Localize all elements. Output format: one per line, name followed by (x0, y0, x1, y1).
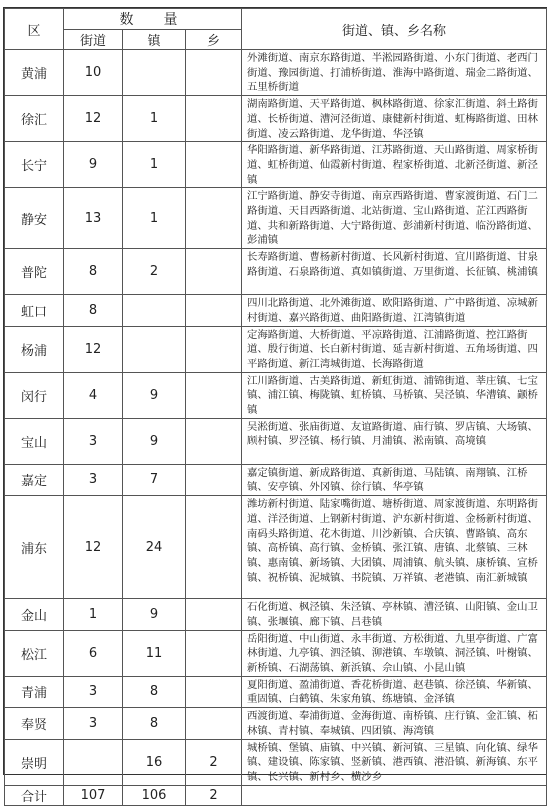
names-cell: 长寿路街道、曹杨新村街道、长风新村街道、宜川路街道、甘泉路街道、石泉路街道、真如镇街道、万里街道、长征镇、桃浦镇 (242, 249, 547, 295)
table-row (5, 708, 547, 739)
names-cell: 江川路街道、古美路街道、新虹街道、浦锦街道、莘庄镇、七宝镇、浦江镇、梅陇镇、虹桥镇、马桥镇、吴泾镇、华漕镇、颛桥镇 (242, 372, 547, 418)
town-count: 11 (123, 630, 186, 676)
district-cell: 松江 (5, 630, 64, 676)
township-count (186, 96, 242, 142)
town-count (123, 295, 186, 326)
header-quantity: 数 量 (64, 9, 242, 30)
street-count: 12 (64, 326, 123, 372)
township-count (186, 630, 242, 676)
street-count: 12 (64, 496, 123, 599)
table-row (5, 418, 547, 464)
town-count: 1 (123, 96, 186, 142)
township-count (186, 676, 242, 707)
table-row (5, 630, 547, 676)
district-cell: 徐汇 (5, 96, 64, 142)
street-count: 13 (64, 188, 123, 249)
township-count (186, 599, 242, 630)
township-count (186, 418, 242, 464)
district-cell: 奉贤 (5, 708, 64, 739)
town-count: 9 (123, 418, 186, 464)
township-count: 2 (186, 739, 242, 785)
table-row (5, 739, 547, 785)
names-cell: 西渡街道、奉浦街道、金海街道、南桥镇、庄行镇、金汇镇、柘林镇、青村镇、奉城镇、四团镇、海湾镇 (242, 708, 547, 739)
names-cell: 夏阳街道、盈浦街道、香花桥街道、赵巷镇、徐泾镇、华新镇、重固镇、白鹤镇、朱家角镇、练塘镇、金泽镇 (242, 676, 547, 707)
header-street: 街道 (64, 30, 123, 50)
names-cell: 石化街道、枫泾镇、朱泾镇、亭林镇、漕泾镇、山阳镇、金山卫镇、张堰镇、廊下镇、吕巷镇 (242, 599, 547, 630)
total-row (5, 785, 547, 805)
table-row (5, 496, 547, 599)
township-count (186, 326, 242, 372)
street-count: 6 (64, 630, 123, 676)
district-cell: 嘉定 (5, 464, 64, 495)
district-cell: 杨浦 (5, 326, 64, 372)
street-count: 8 (64, 249, 123, 295)
street-count: 8 (64, 295, 123, 326)
district-cell: 青浦 (5, 676, 64, 707)
town-count: 8 (123, 676, 186, 707)
district-cell: 长宁 (5, 142, 64, 188)
total-township: 2 (186, 785, 242, 805)
header-town: 镇 (123, 30, 186, 50)
street-count: 12 (64, 96, 123, 142)
district-cell: 虹口 (5, 295, 64, 326)
township-count (186, 496, 242, 599)
street-count: 3 (64, 676, 123, 707)
township-count (186, 708, 242, 739)
district-cell: 崇明 (5, 739, 64, 785)
district-cell: 浦东 (5, 496, 64, 599)
town-count: 1 (123, 142, 186, 188)
names-cell: 外滩街道、南京东路街道、半淞园路街道、小东门街道、老西门街道、豫园街道、打浦桥街道、淮海中路街道、瑞金二路街道、五里桥街道 (242, 50, 547, 96)
total-town: 106 (123, 785, 186, 805)
table-row (5, 295, 547, 326)
street-count: 3 (64, 418, 123, 464)
street-count (64, 739, 123, 785)
street-count: 9 (64, 142, 123, 188)
town-count (123, 326, 186, 372)
names-cell: 湖南路街道、天平路街道、枫林路街道、徐家汇街道、斜土路街道、长桥街道、漕河泾街道、康健新村街道、虹梅路街道、田林街道、凌云路街道、龙华街道、华泾镇 (242, 96, 547, 142)
street-count: 4 (64, 372, 123, 418)
header-district: 区 (5, 9, 64, 50)
street-count: 1 (64, 599, 123, 630)
town-count: 1 (123, 188, 186, 249)
town-count: 9 (123, 372, 186, 418)
township-count (186, 372, 242, 418)
names-cell: 四川北路街道、北外滩街道、欧阳路街道、广中路街道、凉城新村街道、嘉兴路街道、曲阳路街道、江湾镇街道 (242, 295, 547, 326)
district-cell: 普陀 (5, 249, 64, 295)
township-count (186, 188, 242, 249)
township-count (186, 464, 242, 495)
table-row (5, 372, 547, 418)
district-cell: 金山 (5, 599, 64, 630)
table-row (5, 599, 547, 630)
town-count: 24 (123, 496, 186, 599)
table-row (5, 326, 547, 372)
street-count: 3 (64, 708, 123, 739)
names-cell: 岳阳街道、中山街道、永丰街道、方松街道、九里亭街道、广富林街道、九亭镇、泗泾镇、泖港镇、车墩镇、洞泾镇、叶榭镇、新桥镇、石湖荡镇、新浜镇、佘山镇、小昆山镇 (242, 630, 547, 676)
town-count: 2 (123, 249, 186, 295)
names-cell: 定海路街道、大桥街道、平凉路街道、江浦路街道、控江路街道、殷行街道、长白新村街道、延吉新村街道、五角场街道、四平路街道、新江湾城街道、长海路街道 (242, 326, 547, 372)
township-count (186, 142, 242, 188)
table-row (5, 96, 547, 142)
names-cell: 城桥镇、堡镇、庙镇、中兴镇、新河镇、三星镇、向化镇、绿华镇、建设镇、陈家镇、竖新镇、港西镇、港沿镇、新海镇、东平镇、长兴镇、新村乡、横沙乡 (242, 739, 547, 785)
names-cell: 华阳路街道、新华路街道、江苏路街道、天山路街道、周家桥街道、虹桥街道、仙霞新村街道、程家桥街道、北新泾街道、新泾镇 (242, 142, 547, 188)
township-count (186, 50, 242, 96)
table-row (5, 188, 547, 249)
township-count (186, 249, 242, 295)
table-row (5, 676, 547, 707)
town-count (123, 50, 186, 96)
township-count (186, 295, 242, 326)
street-count: 3 (64, 464, 123, 495)
table-row (5, 142, 547, 188)
town-count: 7 (123, 464, 186, 495)
names-cell: 江宁路街道、静安寺街道、南京西路街道、曹家渡街道、石门二路街道、天目西路街道、北站街道、宝山路街道、芷江西路街道、共和新路街道、大宁路街道、彭浦新村街道、临汾路街道、彭浦镇 (242, 188, 547, 249)
district-table-document (3, 7, 547, 805)
districts-table (4, 8, 547, 806)
total-label: 合计 (5, 785, 64, 805)
district-cell: 黄浦 (5, 50, 64, 96)
names-cell: 嘉定镇街道、新成路街道、真新街道、马陆镇、南翔镇、江桥镇、安亭镇、外冈镇、徐行镇、华亭镇 (242, 464, 547, 495)
town-count: 9 (123, 599, 186, 630)
table-row (5, 249, 547, 295)
town-count: 8 (123, 708, 186, 739)
district-cell: 闵行 (5, 372, 64, 418)
table-row (5, 50, 547, 96)
district-cell: 宝山 (5, 418, 64, 464)
total-names (242, 785, 547, 805)
header-names: 街道、镇、乡名称 (242, 9, 547, 50)
names-cell: 吴淞街道、张庙街道、友谊路街道、庙行镇、罗店镇、大场镇、顾村镇、罗泾镇、杨行镇、月浦镇、淞南镇、高境镇 (242, 418, 547, 464)
total-street: 107 (64, 785, 123, 805)
table-row (5, 464, 547, 495)
names-cell: 潍坊新村街道、陆家嘴街道、塘桥街道、周家渡街道、东明路街道、洋泾街道、上钢新村街道、沪东新村街道、金杨新村街道、南码头路街道、花木街道、川沙新镇、合庆镇、曹路镇、高东镇、高桥镇、高行镇、金桥镇、张江镇、唐镇、北蔡镇、三林镇、惠南镇、新场镇、大团镇、周浦镇、航头镇、康桥镇、宣桥镇、祝桥镇、泥城镇、书院镇、万祥镇、老港镇、南汇新城镇 (242, 496, 547, 599)
street-count: 10 (64, 50, 123, 96)
town-count: 16 (123, 739, 186, 785)
district-cell: 静安 (5, 188, 64, 249)
header-township: 乡 (186, 30, 242, 50)
